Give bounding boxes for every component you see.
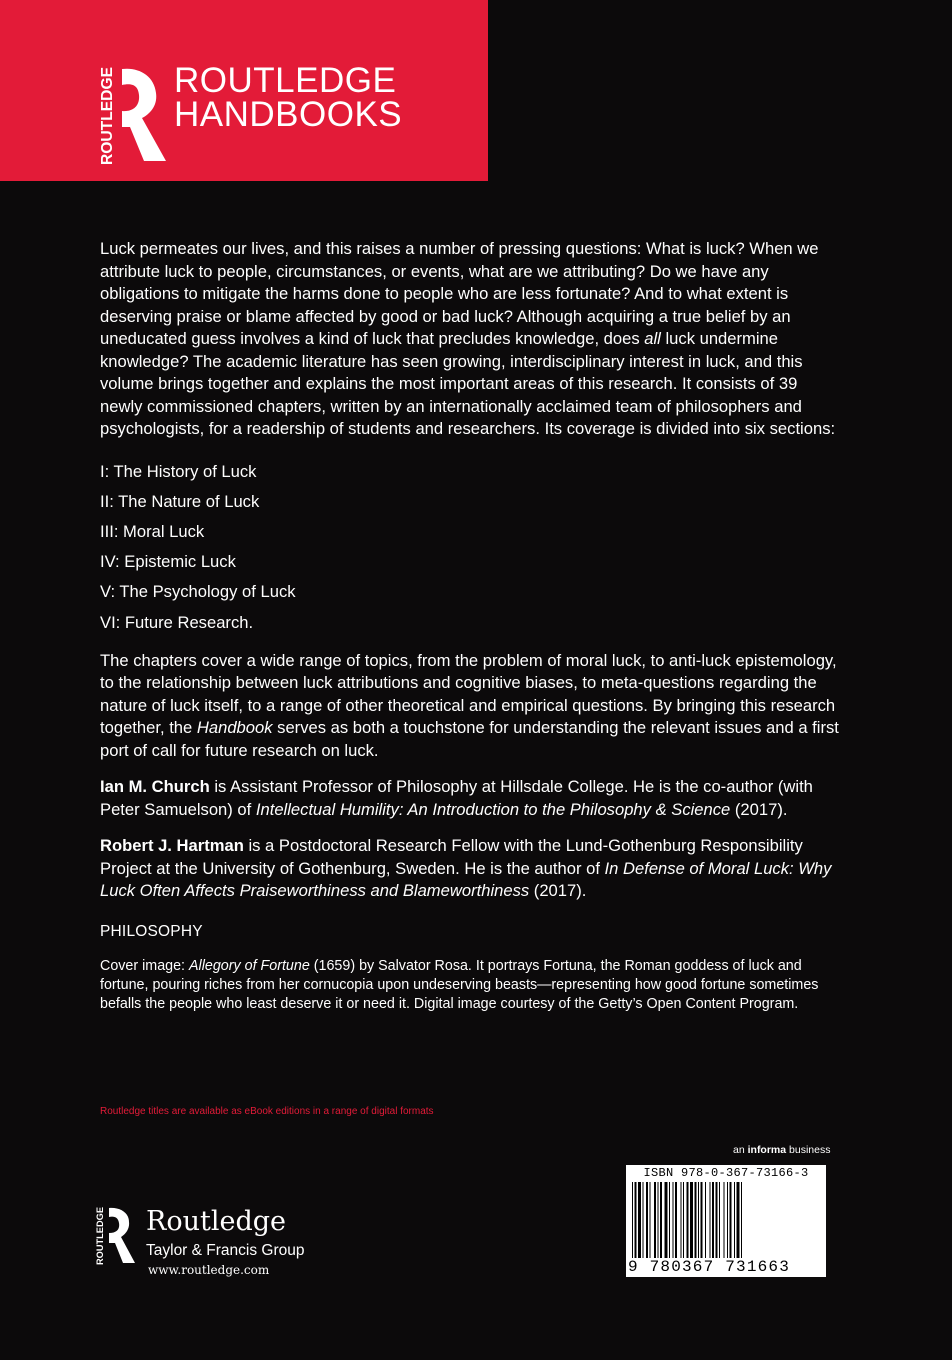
series-banner bbox=[0, 0, 488, 181]
barcode-bars-icon bbox=[632, 1182, 820, 1258]
series-title bbox=[174, 61, 403, 134]
banner-logo-word: ROUTLEDGE bbox=[99, 67, 116, 165]
routledge-logo-icon bbox=[92, 65, 170, 165]
section-item: IV: Epistemic Luck bbox=[100, 552, 236, 572]
publisher-logo-word: ROUTLEDGE bbox=[95, 1208, 105, 1265]
cover-credit: Cover image: Allegory of Fortune (1659) by Salvator Rosa. It portrays Fortuna, the Roman goddess of luck and fortune, pouring riches from her cornucopia upon undeserving beasts—representing how good fortune sometimes befalls the people who least deserve it or need it. Digital image courtesy of the Getty’s Open Content Program. bbox=[100, 957, 819, 1012]
author-bio-hartman: Robert J. Hartman is a Postdoctoral Research Fellow with the Lund-Gothenburg Responsibility Project at the University of Gothenburg, Sweden. He is the author of In Defense of Moral Luck: Why Luck Often Affects Praiseworthiness and Blameworthiness (2017). bbox=[100, 836, 832, 901]
ebook-note: Routledge titles are available as eBook editions in a range of digital formats bbox=[100, 1106, 434, 1117]
intro-paragraph: Luck permeates our lives, and this raises a number of pressing questions: What is luck? When we attribute luck to people, circumstances, or events, what are we attributing? Do we have any obligations to mitigate the harms done to people who are less fortunate? And to what extent is deserving praise or blame affected by good or bad luck? Although acquiring a true belief by an uneducated guess involves a kind of luck that precludes knowledge, does all luck undermine knowledge? The academic literature has seen growing, interdisciplinary interest in luck, and this volume brings together and explains the most important areas of this research. It consists of 39 newly commissioned chapters, written by an internationally acclaimed team of philosophers and psychologists, for a readership of students and researchers. Its coverage is divided into six sections: bbox=[100, 239, 836, 438]
publisher-url[interactable]: www.routledge.com bbox=[148, 1263, 270, 1277]
section-item: V: The Psychology of Luck bbox=[100, 582, 296, 602]
section-item: II: The Nature of Luck bbox=[100, 491, 260, 511]
publisher-name: Routledge bbox=[146, 1206, 286, 1237]
section-item: I: The History of Luck bbox=[100, 461, 257, 481]
subject-category: PHILOSOPHY bbox=[100, 922, 203, 940]
publisher-group: Taylor & Francis Group bbox=[146, 1242, 305, 1259]
author-bio-church: Ian M. Church is Assistant Professor of Philosophy at Hillsdale College. He is the co-author (with Peter Samuelson) of Intellectual Humility: An Introduction to the Philosophy & Science (2017). bbox=[100, 777, 813, 819]
series-title-line2: HANDBOOKS bbox=[174, 95, 403, 134]
section-list bbox=[100, 457, 840, 638]
isbn-barcode bbox=[626, 1165, 826, 1277]
informa-tagline: an informa business bbox=[733, 1144, 831, 1156]
series-title-line1: ROUTLEDGE bbox=[174, 61, 397, 100]
isbn-label: ISBN 978-0-367-73166-3 bbox=[643, 1166, 809, 1180]
routledge-publisher-logo-icon bbox=[93, 1205, 137, 1265]
barcode-digits: 9 780367 731663 bbox=[628, 1258, 791, 1276]
blurb bbox=[100, 238, 840, 1028]
summary-paragraph: The chapters cover a wide range of topics, from the problem of moral luck, to anti-luck epistemology, to the relationship between luck attributions and cognitive biases, to meta-questions regarding the nature of luck itself, to a range of other theoretical and empirical questions. By bringing this research together, the Handbook serves as both a touchstone for understanding the relevant issues and a first port of call for future research on luck. bbox=[100, 650, 839, 760]
section-item: III: Moral Luck bbox=[100, 521, 205, 541]
section-item: VI: Future Research. bbox=[100, 612, 254, 632]
